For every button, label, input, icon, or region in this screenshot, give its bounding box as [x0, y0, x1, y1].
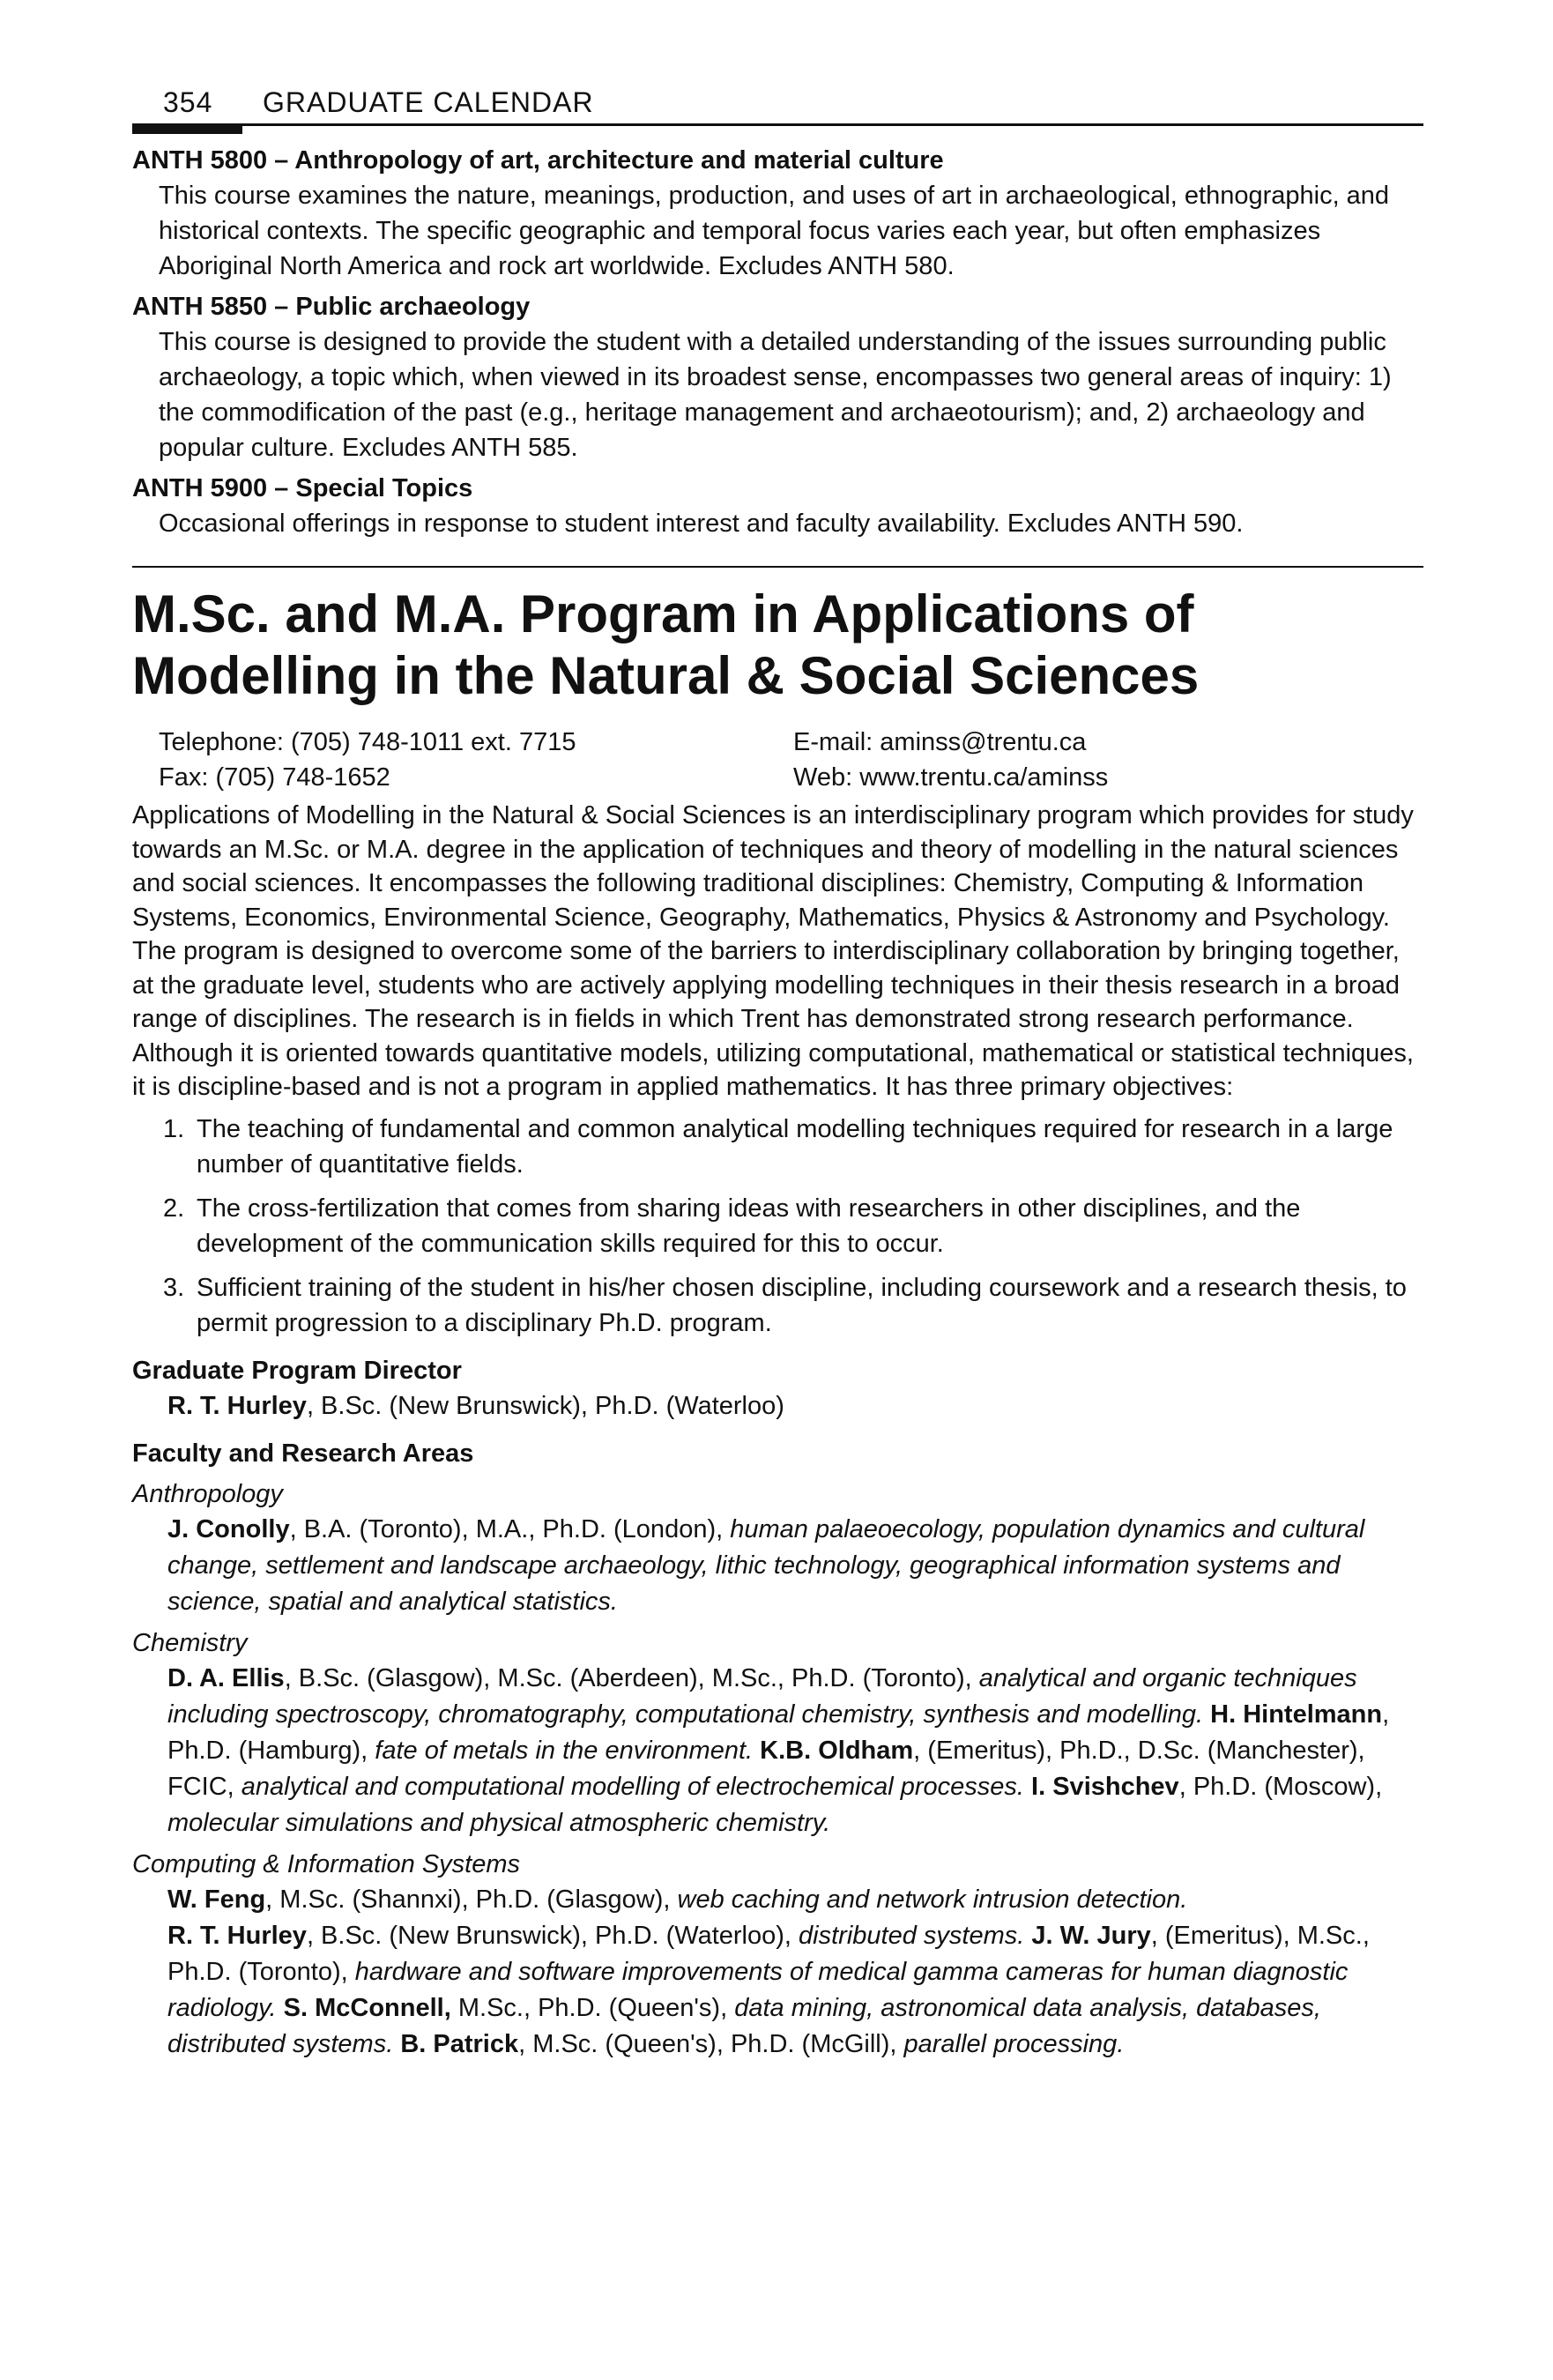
faculty-heading: Faculty and Research Areas — [132, 1439, 474, 1468]
faculty-credentials: , (Emeritus), Ph.D., D.Sc. (Manchester), FCIC, — [167, 1736, 1365, 1801]
course-entry — [132, 471, 1423, 541]
faculty-name: K.B. Oldham — [760, 1736, 914, 1765]
header-tab-bar — [132, 123, 242, 134]
course-entry — [132, 289, 1423, 465]
faculty-entries — [132, 1512, 1423, 1620]
research-area: molecular simulations and physical atmospheric chemistry. — [167, 1808, 831, 1837]
faculty-credentials: , M.Sc. (Shannxi), Ph.D. (Glasgow), — [265, 1885, 678, 1914]
course-title: ANTH 5900 – Special Topics — [132, 474, 473, 502]
objective-item — [132, 1270, 1423, 1341]
objective-item — [132, 1112, 1423, 1182]
course-description: This course is designed to provide the student with a detailed understanding of the issues surrounding public archaeology, a topic which, when viewed in its broadest sense, encompasses two general areas of inquiry: 1) the commodification of the past (e.g., heritage management and archaeotourism); and, 2) archaeology and popular culture. Excludes ANTH 585. — [159, 328, 1392, 462]
course-entry — [132, 143, 1423, 284]
fax: Fax: (705) 748-1652 — [159, 763, 390, 792]
email-link[interactable]: E-mail: aminss@trentu.ca — [793, 728, 1087, 756]
program-title: M.Sc. and M.A. Program in Applications of Modelling in the Natural & Social Sciences — [132, 584, 1200, 705]
faculty-name: W. Feng — [167, 1885, 266, 1914]
director-heading: Graduate Program Director — [132, 1356, 462, 1385]
faculty-credentials: M.Sc., Ph.D. (Queen's), — [450, 1993, 735, 2022]
course-title: ANTH 5800 – Anthropology of art, architecture and material culture — [132, 146, 944, 175]
objective-number: 3. — [163, 1273, 185, 1302]
director-credentials: , B.Sc. (New Brunswick), Ph.D. (Waterloo) — [306, 1391, 784, 1420]
program-intro: Applications of Modelling in the Natural & Social Sciences is an interdisciplinary program which provides for study towards an M.Sc. or M.A. degree in the application of techniques and theory of modelling in the natural sciences and social sciences. It encompasses the following traditional disciplines: Chemistry, Computing & Information Systems, Economics, Environmental Science, Geography, Mathematics, Physics & Astronomy and Psychology. The program is designed to overcome some of the barriers to interdisciplinary collaboration by bringing together, at the graduate level, students who are actively applying modelling techniques in their thesis research in a broad range of disciplines. The research is in fields in which Trent has demonstrated strong research performance. Although it is oriented towards quantitative models, utilizing computational, mathematical or statistical techniques, it is discipline-based and is not a program in applied mathematics. It has three primary objectives: — [132, 801, 1414, 1101]
objective-number: 1. — [163, 1114, 185, 1143]
faculty-name: H. Hintelmann — [1210, 1699, 1383, 1729]
course-list — [132, 143, 1423, 541]
calendar-page — [132, 79, 1423, 2063]
faculty-entries — [132, 1661, 1423, 1841]
objective-text: Sufficient training of the student in his/her chosen discipline, including coursework and a research thesis, to permit progression to a disciplinary Ph.D. program. — [197, 1273, 1407, 1337]
objective-text: The teaching of fundamental and common analytical modelling techniques required for research in a large number of quantitative fields. — [197, 1114, 1393, 1179]
faculty-credentials: , M.Sc. (Queen's), Ph.D. (McGill), — [518, 2029, 904, 2058]
research-area: distributed systems. — [799, 1921, 1025, 1950]
faculty-credentials: , B.Sc. (Glasgow), M.Sc. (Aberdeen), M.Sc., Ph.D. (Toronto), — [284, 1663, 979, 1692]
faculty-name: R. T. Hurley — [167, 1921, 307, 1950]
faculty-credentials: , Ph.D. (Moscow), — [1178, 1772, 1383, 1801]
director-entry — [132, 1388, 1423, 1424]
objective-number: 2. — [163, 1194, 185, 1223]
faculty-name: B. Patrick — [400, 2029, 519, 2058]
faculty-name: J. W. Jury — [1031, 1921, 1151, 1950]
section-title: GRADUATE CALENDAR — [263, 86, 594, 118]
faculty-credentials: , B.Sc. (New Brunswick), Ph.D. (Waterloo), — [306, 1921, 799, 1950]
header-rule — [132, 123, 1423, 126]
course-title: ANTH 5850 – Public archaeology — [132, 293, 531, 321]
area-heading: Anthropology — [132, 1479, 283, 1508]
faculty-name: I. Svishchev — [1031, 1772, 1179, 1801]
area-heading: Computing & Information Systems — [132, 1849, 521, 1878]
objectives-list — [132, 1112, 1423, 1341]
faculty-name: S. McConnell, — [283, 1993, 451, 2022]
faculty-entries — [132, 1882, 1423, 2063]
research-area: analytical and organic techniques including spectroscopy, chromatography, computational chemistry, synthesis and modelling. — [167, 1663, 1357, 1729]
section-divider — [132, 566, 1423, 568]
objective-text: The cross-fertilization that comes from sharing ideas with researchers in other disciplines, and the development of the communication skills required for this to occur. — [197, 1194, 1301, 1258]
course-description: This course examines the nature, meanings, production, and uses of art in archaeological, ethnographic, and historical contexts. The specific geographic and temporal focus varies each year, but often emphasizes Aboriginal North America and rock art worldwide. Excludes ANTH 580. — [159, 182, 1390, 280]
faculty-credentials: , Ph.D. (Hamburg), — [167, 1699, 1390, 1765]
faculty-name: J. Conolly — [167, 1514, 290, 1543]
research-area: data mining, astronomical data analysis, databases, distributed systems. — [167, 1993, 1321, 2058]
course-description: Occasional offerings in response to student interest and faculty availability. Excludes ANTH 590. — [159, 509, 1244, 538]
running-header — [132, 79, 1423, 129]
research-area: web caching and network intrusion detection. — [677, 1885, 1188, 1914]
research-area: parallel processing. — [903, 2029, 1125, 2058]
research-area: analytical and computational modelling of electrochemical processes. — [241, 1772, 1024, 1801]
research-area: fate of metals in the environment. — [375, 1736, 754, 1765]
faculty-credentials: , (Emeritus), M.Sc., Ph.D. (Toronto), — [167, 1921, 1370, 1986]
research-area: human palaeoecology, population dynamics and cultural change, settlement and landscape archaeology, lithic technology, geographical information systems and science, spatial and analytical statistics. — [167, 1514, 1365, 1616]
faculty-credentials: , B.A. (Toronto), M.A., Ph.D. (London), — [289, 1514, 731, 1543]
page-number: 354 — [163, 86, 213, 118]
objective-item — [132, 1191, 1423, 1261]
faculty-name: D. A. Ellis — [167, 1663, 285, 1692]
director-name: R. T. Hurley — [167, 1391, 307, 1420]
telephone: Telephone: (705) 748-1011 ext. 7715 — [159, 728, 576, 756]
research-area: hardware and software improvements of medical gamma cameras for human diagnostic radiology. — [167, 1957, 1349, 2022]
area-heading: Chemistry — [132, 1628, 248, 1657]
contact-info — [132, 725, 1423, 795]
web-link[interactable]: Web: www.trentu.ca/aminss — [793, 763, 1109, 792]
